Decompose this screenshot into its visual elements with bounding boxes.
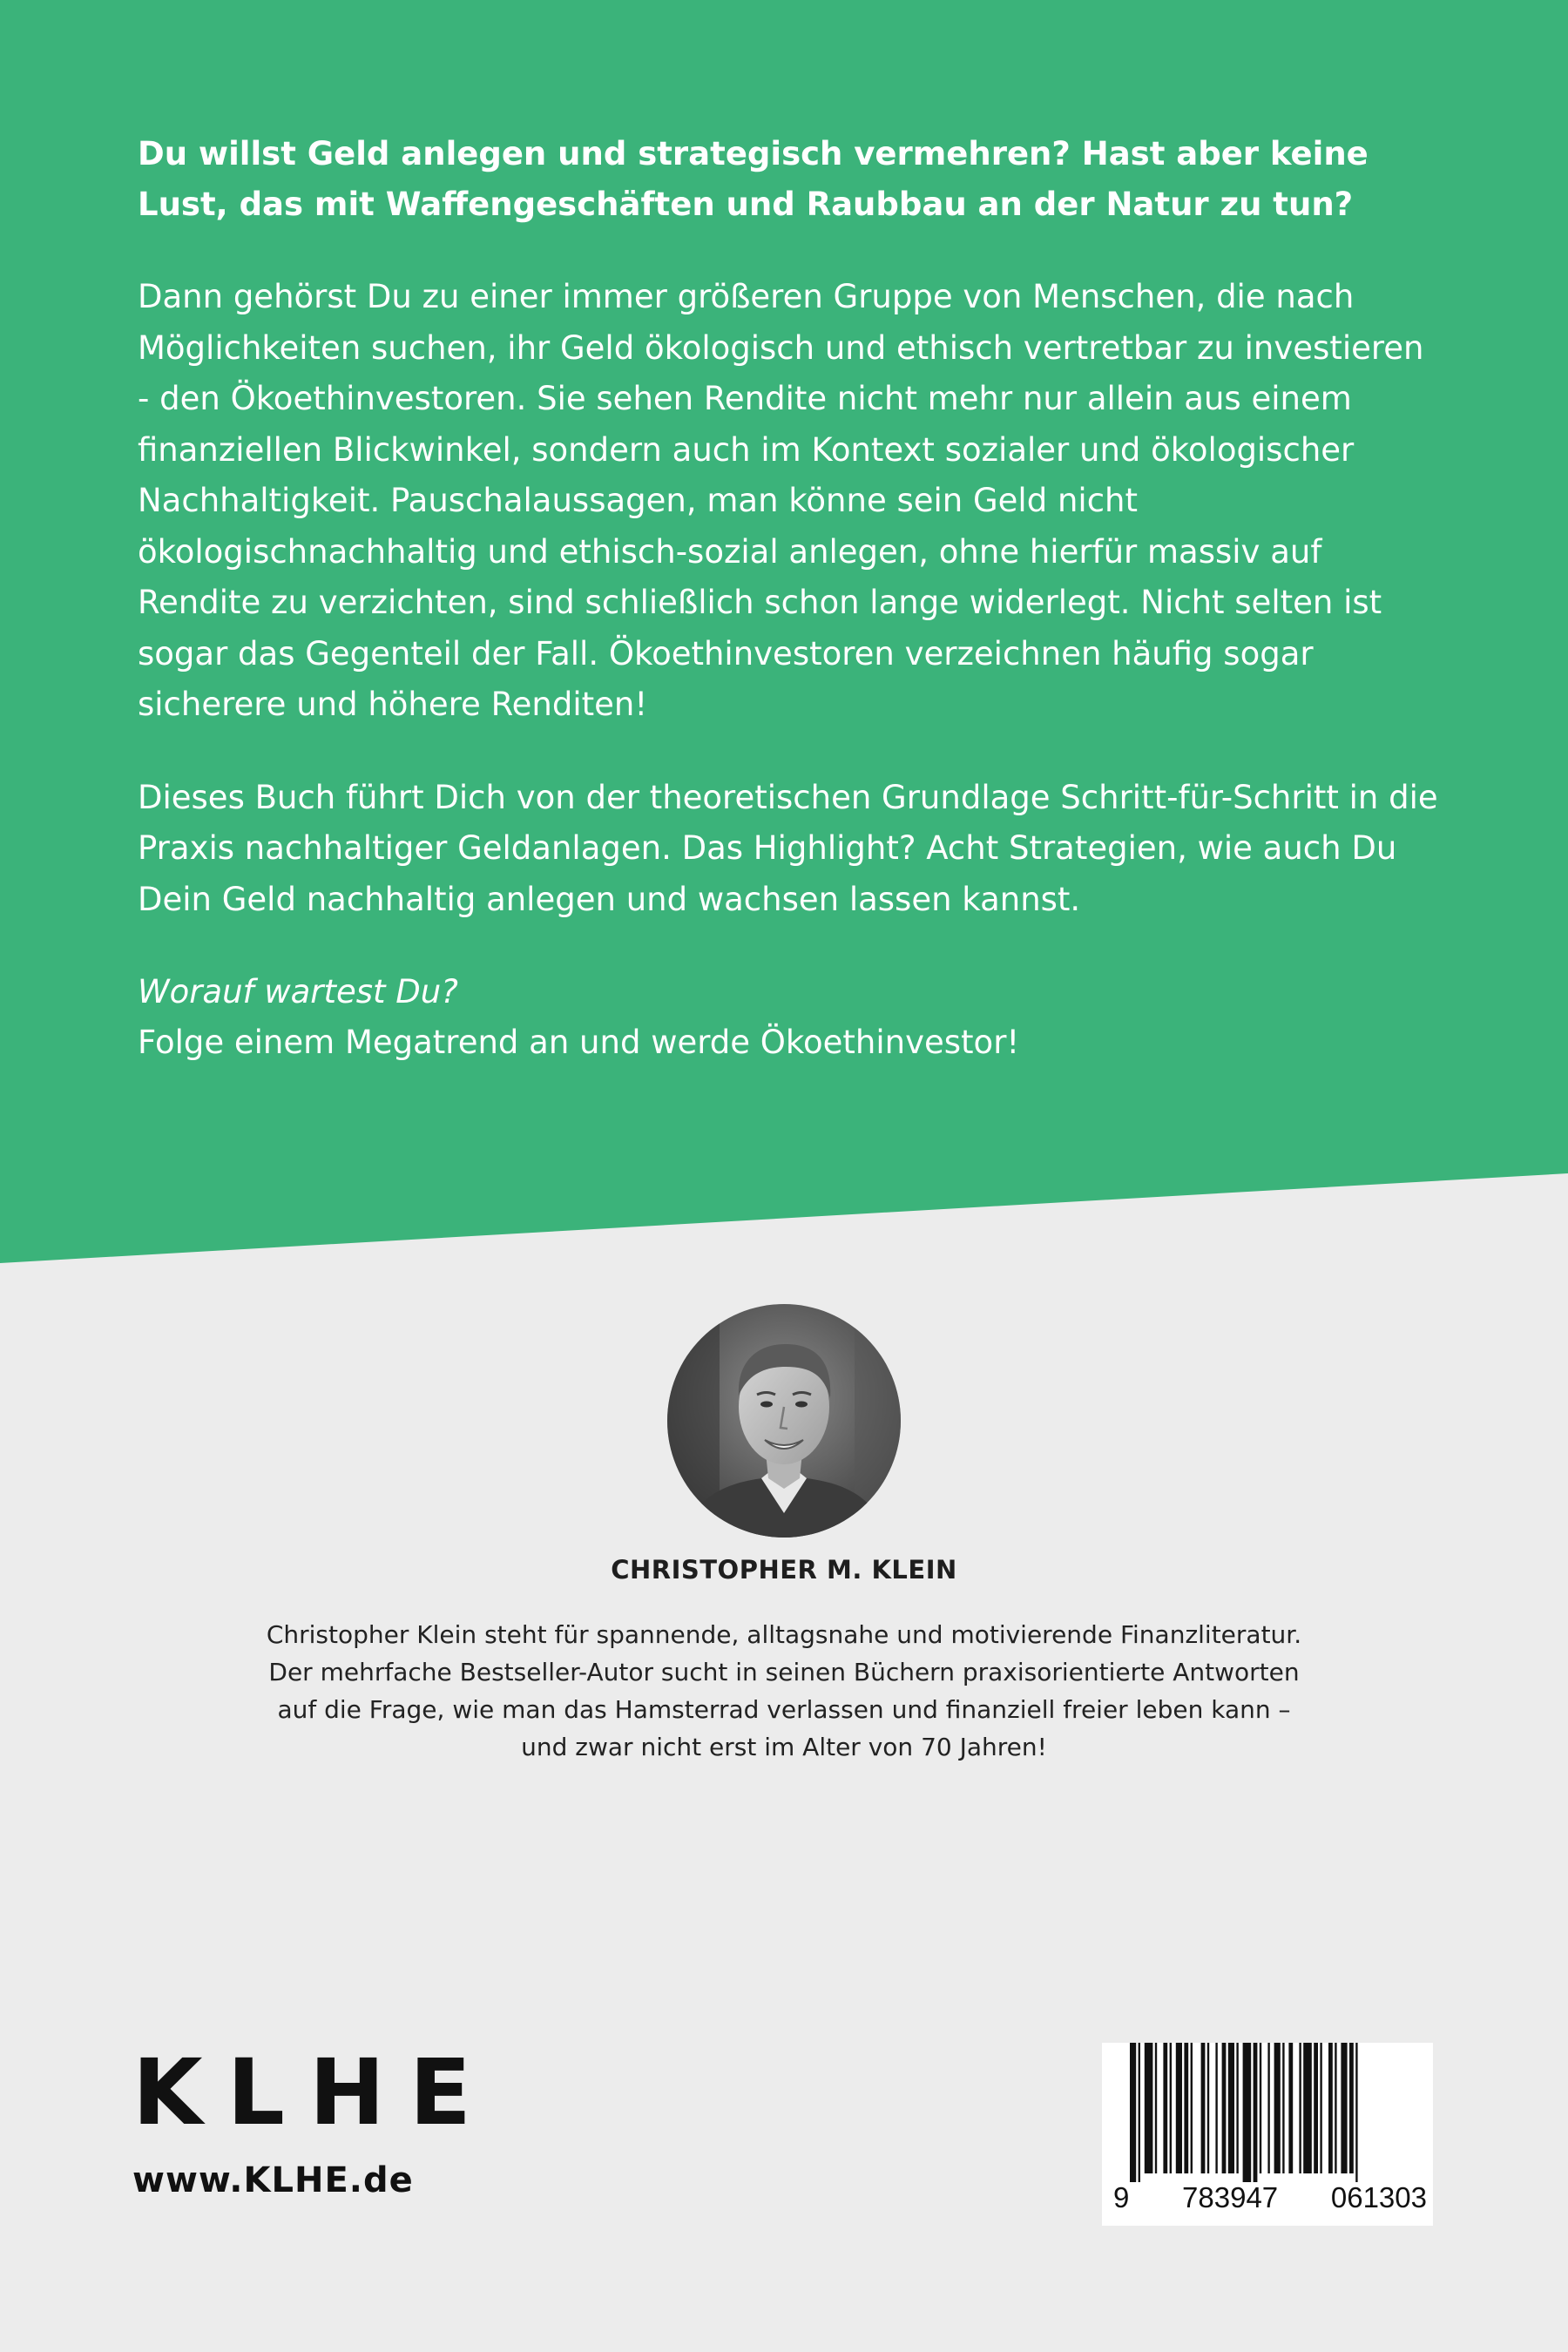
author-portrait-image xyxy=(667,1304,901,1538)
barcode-bar xyxy=(1228,2043,1234,2173)
barcode-bar xyxy=(1139,2043,1140,2182)
barcode-bar xyxy=(1260,2043,1261,2173)
barcode-bar xyxy=(1163,2043,1167,2173)
barcode-bar xyxy=(1222,2043,1227,2173)
barcode-bar xyxy=(1176,2043,1182,2173)
isbn-number xyxy=(1113,2181,1427,2214)
barcode-bar xyxy=(1254,2043,1258,2182)
barcode-bar xyxy=(1274,2043,1281,2173)
barcode-bar xyxy=(1184,2043,1188,2173)
author-bio: Christopher Klein steht für spannende, alltagsnahe und motivierende Finanzliteratur. Der mehrfache Bestseller-Autor sucht in seinen Büchern praxisorientierte Antworten auf die Frage, wie man das Hamsterrad verlassen und finanziell freier leben kann – und zwar nicht erst im Alter von 70 Jahren! xyxy=(266,1620,1302,1761)
barcode-bar xyxy=(1243,2043,1252,2182)
barcode-bar xyxy=(1207,2043,1209,2173)
barcode-bar xyxy=(1341,2043,1347,2173)
barcode-bar xyxy=(1145,2043,1153,2173)
barcode-bar xyxy=(1303,2043,1312,2173)
barcode-bar xyxy=(1267,2043,1269,2173)
barcode-bar xyxy=(1335,2043,1336,2173)
barcode-bar xyxy=(1299,2043,1301,2173)
barcode-bar xyxy=(1288,2043,1293,2173)
isbn-group-2: 061303 xyxy=(1330,2181,1427,2213)
blurb-question: Worauf wartest Du? xyxy=(138,973,458,1010)
publisher-website: www.KLHE.de xyxy=(132,2160,414,2200)
barcode-bar xyxy=(1355,2043,1357,2182)
barcode-bar xyxy=(1320,2043,1321,2173)
blurb-call-to-action: Folge einem Megatrend an und werde Ökoethinvestor! xyxy=(138,1024,1020,1061)
barcode-bar xyxy=(1130,2043,1136,2182)
barcode-bar xyxy=(1236,2043,1238,2173)
author-portrait xyxy=(667,1304,901,1538)
barcode-bar xyxy=(1155,2043,1157,2173)
barcode-bars xyxy=(1102,2043,1433,2182)
isbn-first-digit: 9 xyxy=(1113,2181,1130,2213)
barcode-bar xyxy=(1282,2043,1284,2173)
barcode-bar xyxy=(1170,2043,1172,2173)
blurb-paragraph-1: Dann gehörst Du zu einer immer größeren Gruppe von Menschen, die nach Möglichkeiten suchen, ihr Geld ökologisch und ethisch vertretbar zu investieren - den Ökoethinvestoren. Sie sehen Rendite nicht mehr nur allein aus einem finanziellen Blickwinkel, sondern auch im Kontext sozialer und ökologischer Nachhaltigkeit. Pauschalaussagen, man könne sein Geld nicht ökologischnachhaltig und ethisch-sozial anlegen, ohne hierfür massiv auf Rendite zu verzichten, sind schließlich schon lange widerlegt. Nicht selten ist sogar das Gegenteil der Fall. Ökoethinvestoren verzeichnen häufig sogar sicherere und höhere Renditen! xyxy=(138,278,1424,723)
barcode-bar xyxy=(1215,2043,1217,2173)
barcode-bar xyxy=(1328,2043,1333,2173)
barcode-bar xyxy=(1314,2043,1318,2173)
publisher-logo: KLHE xyxy=(132,2039,496,2146)
barcode-bar xyxy=(1191,2043,1193,2173)
barcode-bar xyxy=(1349,2043,1354,2173)
back-cover-blurb xyxy=(138,129,1444,1068)
isbn-group-1: 783947 xyxy=(1182,2181,1279,2213)
barcode-bar xyxy=(1201,2043,1206,2173)
author-name: CHRISTOPHER M. KLEIN xyxy=(611,1555,957,1585)
blurb-lead: Du willst Geld anlegen und strategisch vermehren? Hast aber keine Lust, das mit Waffengeschäften und Raubbau an der Natur zu tun? xyxy=(138,135,1369,223)
blurb-paragraph-2: Dieses Buch führt Dich von der theoretischen Grundlage Schritt-für-Schritt in die Praxis nachhaltiger Geldanlagen. Das Highlight? Acht Strategien, wie auch Du Dein Geld nachhaltig anlegen und wachsen lassen kannst. xyxy=(138,778,1438,918)
